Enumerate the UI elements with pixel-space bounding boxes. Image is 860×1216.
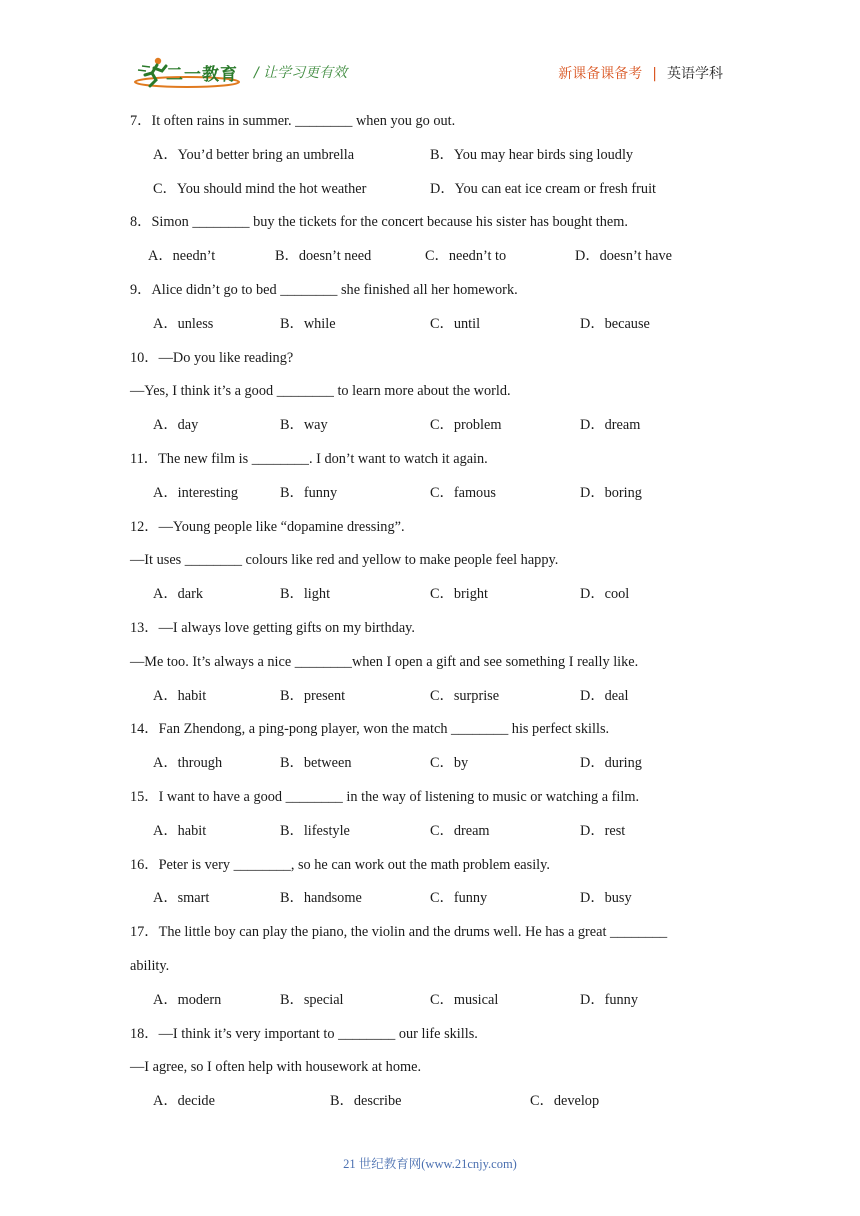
option-b[interactable]: B．between <box>280 755 352 772</box>
option-c[interactable]: C．surprise <box>430 687 500 704</box>
question-item <box>130 449 730 517</box>
question-stem-continuation: —Me too. It’s always a nice ________when I open a gift and see something I really like. <box>130 653 639 670</box>
option-d[interactable]: D．You can eat ice cream or fresh fruit <box>430 180 657 197</box>
question-stem-continuation: —It uses ________ colours like red and yellow to make people feel happy. <box>130 552 559 569</box>
question-stem: 15．I want to have a good ________ in the way of listening to music or watching a film. <box>130 788 640 805</box>
option-row <box>130 1091 730 1125</box>
question-stem: 16．Peter is very ________, so he can work out the math problem easily. <box>130 856 550 873</box>
option-c[interactable]: C．develop <box>530 1093 600 1110</box>
option-c[interactable]: C．until <box>430 315 481 332</box>
option-row <box>130 753 730 787</box>
option-row <box>130 415 730 449</box>
question-stem: 11．The new film is ________. I don’t want to watch it again. <box>130 450 488 467</box>
question-stem-continuation: —I agree, so I often help with housework at home. <box>130 1059 422 1076</box>
header-slogan: / 让学习更有效 <box>254 65 348 81</box>
option-b[interactable]: B．doesn’t need <box>275 248 372 265</box>
question-stem-continuation: ability. <box>130 957 170 974</box>
question-stem-continuation: —Yes, I think it’s a good ________ to learn more about the world. <box>130 383 511 400</box>
option-c[interactable]: C．by <box>430 755 469 772</box>
page-footer: 21 世纪教育网(www.21cnjy.com) <box>343 1157 517 1171</box>
question-item <box>130 855 730 923</box>
option-c[interactable]: C．You should mind the hot weather <box>153 180 367 197</box>
question-stem: 10．—Do you like reading? <box>130 349 294 366</box>
question-item <box>130 517 730 618</box>
option-row <box>130 584 730 618</box>
question-stem: 9．Alice didn’t go to bed ________ she finished all her homework. <box>130 281 518 298</box>
question-item <box>130 212 730 280</box>
option-row <box>130 686 730 720</box>
question-list <box>130 111 730 1125</box>
option-row <box>130 888 730 922</box>
question-item <box>130 618 730 719</box>
logo-text: 二一教育 <box>166 65 238 85</box>
option-c[interactable]: C．bright <box>430 586 488 603</box>
header-separator: | <box>652 66 657 82</box>
option-c[interactable]: C．problem <box>430 417 502 434</box>
option-a[interactable]: A．modern <box>153 991 222 1008</box>
option-b[interactable]: B．way <box>280 417 328 434</box>
option-row <box>130 483 730 517</box>
option-b[interactable]: B．handsome <box>280 890 362 907</box>
question-stem: 14．Fan Zhendong, a ping-pong player, won the match ________ his perfect skills. <box>130 721 610 738</box>
option-a[interactable]: A．interesting <box>153 484 238 501</box>
option-row <box>130 179 730 213</box>
option-a[interactable]: A．needn’t <box>148 248 216 265</box>
option-d[interactable]: D．because <box>580 315 650 332</box>
option-a[interactable]: A．You’d better bring an umbrella <box>153 146 355 163</box>
question-stem: 17．The little boy can play the piano, the violin and the drums well. He has a great ________ <box>130 924 668 941</box>
option-b[interactable]: B．lifestyle <box>280 822 350 839</box>
question-item <box>130 111 730 212</box>
question-stem: 7．It often rains in summer. ________ when you go out. <box>130 113 456 129</box>
option-d[interactable]: D．boring <box>580 484 642 501</box>
option-b[interactable]: B．while <box>280 315 336 332</box>
question-item <box>130 719 730 787</box>
question-item <box>130 787 730 855</box>
option-row <box>130 314 730 348</box>
option-d[interactable]: D．doesn’t have <box>575 248 673 265</box>
option-a[interactable]: A．unless <box>153 315 214 332</box>
option-a[interactable]: A．habit <box>153 822 207 839</box>
option-row <box>130 246 730 280</box>
question-item <box>130 922 730 1023</box>
option-b[interactable]: B．You may hear birds sing loudly <box>430 146 634 163</box>
option-d[interactable]: D．cool <box>580 586 630 603</box>
option-a[interactable]: A．smart <box>153 890 210 907</box>
option-row <box>130 145 730 179</box>
question-stem: 8．Simon ________ buy the tickets for the concert because his sister has bought them. <box>130 214 628 231</box>
question-stem: 18．—I think it’s very important to ________ our life skills. <box>130 1025 478 1042</box>
option-c[interactable]: C．dream <box>430 822 490 839</box>
option-a[interactable]: A．dark <box>153 586 204 603</box>
question-item <box>130 348 730 449</box>
option-d[interactable]: D．busy <box>580 890 632 907</box>
option-c[interactable]: C．needn’t to <box>425 248 507 265</box>
option-d[interactable]: D．deal <box>580 687 629 704</box>
question-stem: 12．—Young people like “dopamine dressing”. <box>130 518 405 535</box>
option-a[interactable]: A．day <box>153 417 199 434</box>
option-b[interactable]: B．light <box>280 586 331 603</box>
option-row <box>130 821 730 855</box>
page-header <box>0 0 860 100</box>
question-item <box>130 1024 730 1125</box>
option-a[interactable]: A．habit <box>153 687 207 704</box>
option-b[interactable]: B．present <box>280 687 346 704</box>
option-b[interactable]: B．special <box>280 991 344 1008</box>
option-c[interactable]: C．famous <box>430 484 496 501</box>
option-d[interactable]: D．dream <box>580 417 641 434</box>
header-subject: 英语学科 <box>667 66 723 82</box>
option-row <box>130 990 730 1024</box>
option-b[interactable]: B．funny <box>280 484 338 501</box>
option-d[interactable]: D．rest <box>580 822 626 839</box>
option-b[interactable]: B．describe <box>330 1093 402 1110</box>
option-a[interactable]: A．through <box>153 755 223 772</box>
option-c[interactable]: C．musical <box>430 991 499 1008</box>
question-item <box>130 280 730 348</box>
option-d[interactable]: D．during <box>580 755 642 772</box>
option-a[interactable]: A．decide <box>153 1093 215 1110</box>
option-c[interactable]: C．funny <box>430 890 488 907</box>
header-brand: 新课备课备考 <box>558 66 643 82</box>
option-d[interactable]: D．funny <box>580 991 638 1008</box>
header-right <box>558 63 723 83</box>
question-stem: 13．—I always love getting gifts on my birthday. <box>130 619 415 636</box>
